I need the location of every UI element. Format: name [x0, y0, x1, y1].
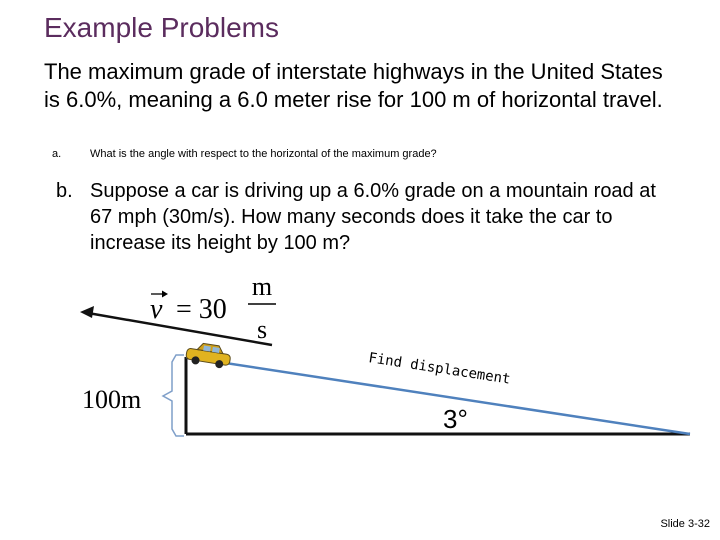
velocity-equals: = 30 [176, 294, 227, 325]
intro-text: The maximum grade of interstate highways in the United States is 6.0%, meaning a 6.0 meter rise for 100 m of horizontal travel. [44, 59, 663, 112]
angle-label: 3° [443, 404, 468, 434]
height-brace [163, 355, 184, 436]
slide-number: Slide 3-32 [660, 518, 710, 530]
height-label: 100m [82, 385, 142, 414]
vector-arrow-tip [162, 291, 168, 298]
unit-denominator: s [256, 315, 268, 344]
part-a-question: What is the angle with respect to the horizontal of the maximum grade? [90, 148, 437, 160]
velocity-symbol: v [150, 294, 163, 325]
part-b-question: Suppose a car is driving up a 6.0% grade on a mountain road at 67 mph (30m/s). How many seconds does it take the car to increase its height by 100 m? [90, 180, 656, 254]
slide-title: Example Problems [44, 12, 279, 43]
incline-label: Find displacement [367, 350, 512, 388]
velocity-arrowhead [80, 306, 94, 318]
part-a-marker: a. [52, 148, 62, 160]
car-icon [185, 341, 232, 370]
part-b-marker: b. [56, 180, 73, 202]
unit-numerator: m [251, 272, 273, 301]
